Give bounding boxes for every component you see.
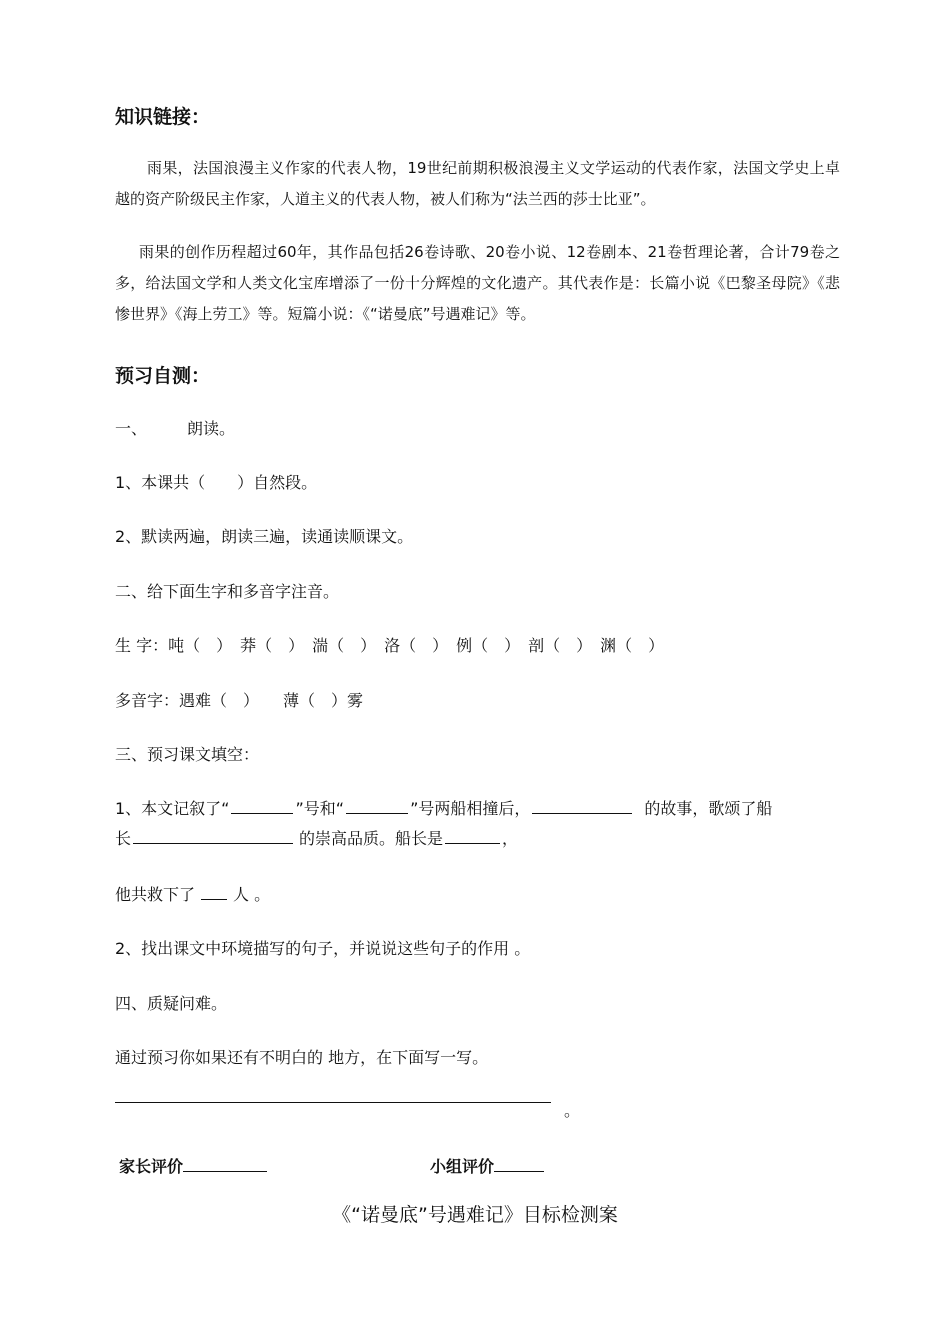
section-four-heading: 四、质疑问难。: [115, 994, 228, 1013]
parent-evaluation-blank[interactable]: [183, 1156, 267, 1172]
polyphonic-characters-line: 多音字：遇难（ ） 薄（ ）雾: [115, 691, 364, 710]
fill-text-e: 长: [115, 829, 132, 848]
section-three-heading: 三、预习课文填空：: [115, 745, 260, 764]
footer-title: 《“诺曼底”号遇难记》目标检测案: [332, 1204, 618, 1226]
fill-text-h: 他共救下了: [115, 885, 196, 904]
knowledge-paragraph-1: 雨果，法国浪漫主义作家的代表人物，19世纪前期积极浪漫主义文学运动的代表作家，法国文学史上卓越的资产阶级民主作家，人道主义的代表人物，被人们称为“法兰西的莎士比亚”。: [115, 159, 840, 208]
section-four-instruction: 通过预习你如果还有不明白的 地方，在下面写一写。: [115, 1048, 489, 1067]
group-evaluation-label: 小组评价: [430, 1157, 495, 1176]
blank-ship-1[interactable]: [231, 798, 293, 814]
blank-rescued-count[interactable]: [201, 884, 227, 900]
preview-heading: 预习自测：: [115, 365, 211, 387]
parent-evaluation-label: 家长评价: [119, 1157, 184, 1176]
blank-ship-2[interactable]: [346, 798, 408, 814]
fill-text-b: ”号和“: [295, 799, 345, 818]
fill-text-f: 的崇高品质。船长是: [299, 829, 444, 848]
section-one-number: 一、: [115, 419, 148, 438]
answer-end-mark: 。: [564, 1101, 581, 1120]
knowledge-paragraph-2: 雨果的创作历程超过60年，其作品包括26卷诗歌、20卷小说、12卷剧本、21卷哲理论著，合计79卷之多，给法国文学和人类文化宝库增添了一份十分辉煌的文化遗产。其代表作是：长篇小说《巴黎圣母院》《悲惨世界》《海上劳工》等。短篇小说：《“诺曼底”号遇难记》等。: [115, 243, 840, 323]
fill-text-g: ，: [502, 829, 519, 848]
question-environment: 2、找出课文中环境描写的句子，并说说这些句子的作用 。: [115, 939, 531, 958]
section-one: [115, 416, 840, 439]
blank-captain-name[interactable]: [445, 828, 500, 844]
section-two-heading: 二、给下面生字和多音字注音。: [115, 582, 340, 601]
new-characters-line: 生 字：吨（ ） 莽（ ） 湍（ ） 洛（ ） 例（ ） 剖（ ） 渊（ ）: [115, 636, 665, 655]
fill-in-line-3: [115, 882, 840, 905]
knowledge-heading: 知识链接：: [115, 106, 211, 128]
fill-in-line-2: [115, 826, 840, 849]
question-read-aloud: 2、默读两遍，朗读三遍，读通读顺课文。: [115, 527, 414, 546]
answer-line[interactable]: [115, 1102, 551, 1103]
fill-text-a: 1、本文记叙了“: [115, 799, 230, 818]
section-one-text: 朗读。: [187, 419, 236, 438]
fill-text-c: ”号两船相撞后，: [410, 799, 531, 818]
fill-text-d: 的故事，歌颂了船: [644, 799, 773, 818]
parent-evaluation: [119, 1154, 269, 1177]
question-paragraph-count: 1、本课共（ ）自然段。: [115, 473, 318, 492]
blank-event[interactable]: [532, 798, 632, 814]
fill-in-line-1: [115, 796, 840, 819]
blank-captain-quality[interactable]: [133, 828, 293, 844]
group-evaluation: [430, 1154, 546, 1177]
group-evaluation-blank[interactable]: [494, 1156, 544, 1172]
fill-text-i: 人 。: [233, 885, 271, 904]
